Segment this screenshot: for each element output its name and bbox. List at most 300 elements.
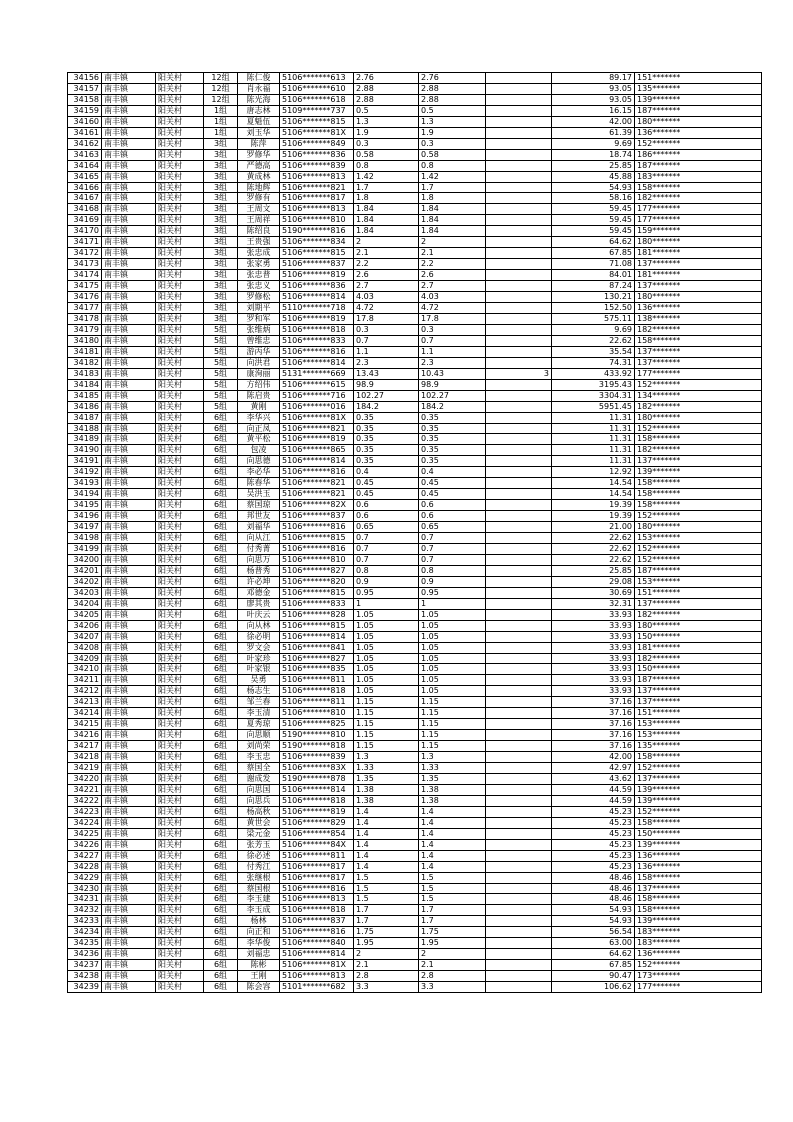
table-row [68, 872, 762, 883]
id-number-cell: 5106*******834 [280, 237, 354, 248]
amount-cell: 25.85 [552, 160, 635, 171]
town-cell: 南丰镇 [102, 927, 156, 938]
id-number-cell: 5106*******837 [280, 511, 354, 522]
area-confirmed-cell: 4.72 [419, 303, 486, 314]
village-cell: 阳关村 [156, 576, 204, 587]
amount-cell: 11.31 [552, 445, 635, 456]
row-number: 34169 [68, 215, 102, 226]
village-cell: 阳关村 [156, 872, 204, 883]
table-row [68, 259, 762, 270]
phone-cell: 152******* [635, 554, 762, 565]
row-number: 34180 [68, 335, 102, 346]
area-cell: 0.45 [354, 478, 419, 489]
name-cell: 刘福忠 [238, 949, 280, 960]
row-number: 34207 [68, 631, 102, 642]
id-number-cell: 5106*******817 [280, 193, 354, 204]
id-number-cell: 5106*******816 [280, 543, 354, 554]
village-cell: 阳关村 [156, 500, 204, 511]
phone-cell: 153******* [635, 533, 762, 544]
phone-cell: 158******* [635, 335, 762, 346]
village-cell: 阳关村 [156, 83, 204, 94]
area-confirmed-cell: 2.7 [419, 281, 486, 292]
phone-cell: 139******* [635, 784, 762, 795]
name-cell: 廖其贵 [238, 598, 280, 609]
area-cell: 1.38 [354, 795, 419, 806]
amount-cell: 32.31 [552, 598, 635, 609]
table-row [68, 839, 762, 850]
area-confirmed-cell: 1.7 [419, 182, 486, 193]
area-cell: 17.8 [354, 313, 419, 324]
amount-cell: 33.93 [552, 642, 635, 653]
group-cell: 6组 [204, 653, 238, 664]
group-cell: 6组 [204, 445, 238, 456]
name-cell: 向思国 [238, 784, 280, 795]
town-cell: 南丰镇 [102, 664, 156, 675]
row-number: 34182 [68, 357, 102, 368]
extra-cell [486, 401, 552, 412]
town-cell: 南丰镇 [102, 784, 156, 795]
area-cell: 0.7 [354, 533, 419, 544]
id-number-cell: 5106*******819 [280, 806, 354, 817]
group-cell: 6组 [204, 675, 238, 686]
table-row [68, 960, 762, 971]
town-cell: 南丰镇 [102, 795, 156, 806]
id-number-cell: 5106*******836 [280, 149, 354, 160]
table-row [68, 73, 762, 84]
row-number: 34215 [68, 719, 102, 730]
table-row [68, 357, 762, 368]
row-number: 34181 [68, 346, 102, 357]
extra-cell [486, 795, 552, 806]
extra-cell [486, 522, 552, 533]
extra-cell [486, 620, 552, 631]
area-confirmed-cell: 0.65 [419, 522, 486, 533]
phone-cell: 137******* [635, 456, 762, 467]
row-number: 34201 [68, 565, 102, 576]
group-cell: 6组 [204, 730, 238, 741]
id-number-cell: 5106*******816 [280, 522, 354, 533]
phone-cell: 136******* [635, 861, 762, 872]
group-cell: 3组 [204, 149, 238, 160]
table-row [68, 313, 762, 324]
amount-cell: 33.93 [552, 675, 635, 686]
phone-cell: 151******* [635, 73, 762, 84]
area-confirmed-cell: 2 [419, 237, 486, 248]
name-cell: 黄世会 [238, 817, 280, 828]
town-cell: 南丰镇 [102, 686, 156, 697]
area-cell: 1.15 [354, 708, 419, 719]
village-cell: 阳关村 [156, 171, 204, 182]
town-cell: 南丰镇 [102, 456, 156, 467]
row-number: 34208 [68, 642, 102, 653]
row-number: 34239 [68, 982, 102, 993]
village-cell: 阳关村 [156, 182, 204, 193]
village-cell: 阳关村 [156, 565, 204, 576]
village-cell: 阳关村 [156, 730, 204, 741]
name-cell: 邦世友 [238, 511, 280, 522]
phone-cell: 136******* [635, 949, 762, 960]
name-cell: 游丙华 [238, 346, 280, 357]
name-cell: 向从林 [238, 620, 280, 631]
id-number-cell: 5106*******821 [280, 489, 354, 500]
group-cell: 6组 [204, 708, 238, 719]
area-cell: 2.88 [354, 83, 419, 94]
area-cell: 1.3 [354, 116, 419, 127]
name-cell: 罗和军 [238, 313, 280, 324]
amount-cell: 33.93 [552, 631, 635, 642]
id-number-cell: 5106*******835 [280, 664, 354, 675]
village-cell: 阳关村 [156, 949, 204, 960]
id-number-cell: 5106*******811 [280, 697, 354, 708]
town-cell: 南丰镇 [102, 73, 156, 84]
area-cell: 0.6 [354, 511, 419, 522]
village-cell: 阳关村 [156, 116, 204, 127]
table-row [68, 686, 762, 697]
phone-cell: 182******* [635, 324, 762, 335]
town-cell: 南丰镇 [102, 905, 156, 916]
name-cell: 叶家银 [238, 664, 280, 675]
amount-cell: 89.17 [552, 73, 635, 84]
table-row [68, 511, 762, 522]
town-cell: 南丰镇 [102, 763, 156, 774]
row-number: 34192 [68, 467, 102, 478]
id-number-cell: 5106*******814 [280, 292, 354, 303]
phone-cell: 139******* [635, 839, 762, 850]
extra-cell [486, 149, 552, 160]
amount-cell: 45.23 [552, 850, 635, 861]
name-cell: 李必华 [238, 467, 280, 478]
row-number: 34172 [68, 248, 102, 259]
area-confirmed-cell: 0.35 [419, 434, 486, 445]
group-cell: 3组 [204, 270, 238, 281]
area-cell: 1.84 [354, 215, 419, 226]
id-number-cell: 5106*******818 [280, 324, 354, 335]
id-number-cell: 5106*******82X [280, 500, 354, 511]
row-number: 34235 [68, 938, 102, 949]
table-row [68, 971, 762, 982]
amount-cell: 54.93 [552, 182, 635, 193]
table-row [68, 664, 762, 675]
name-cell: 刘尚荣 [238, 741, 280, 752]
town-cell: 南丰镇 [102, 335, 156, 346]
row-number: 34236 [68, 949, 102, 960]
name-cell: 杨普秀 [238, 565, 280, 576]
group-cell: 3组 [204, 313, 238, 324]
extra-cell [486, 543, 552, 554]
group-cell: 6组 [204, 456, 238, 467]
id-number-cell: 5190*******818 [280, 741, 354, 752]
id-number-cell: 5106*******016 [280, 401, 354, 412]
amount-cell: 30.69 [552, 587, 635, 598]
group-cell: 5组 [204, 357, 238, 368]
area-confirmed-cell: 4.03 [419, 292, 486, 303]
area-confirmed-cell: 0.45 [419, 489, 486, 500]
id-number-cell: 5106*******849 [280, 138, 354, 149]
table-row [68, 927, 762, 938]
row-number: 34166 [68, 182, 102, 193]
village-cell: 阳关村 [156, 675, 204, 686]
group-cell: 6组 [204, 927, 238, 938]
row-number: 34187 [68, 412, 102, 423]
town-cell: 南丰镇 [102, 719, 156, 730]
group-cell: 6组 [204, 828, 238, 839]
row-number: 34196 [68, 511, 102, 522]
table-row [68, 576, 762, 587]
name-cell: 王周祥 [238, 215, 280, 226]
area-confirmed-cell: 1.05 [419, 642, 486, 653]
village-cell: 阳关村 [156, 850, 204, 861]
amount-cell: 64.62 [552, 949, 635, 960]
amount-cell: 90.47 [552, 971, 635, 982]
area-cell: 0.95 [354, 587, 419, 598]
table-row [68, 478, 762, 489]
group-cell: 6组 [204, 982, 238, 993]
phone-cell: 152******* [635, 379, 762, 390]
name-cell: 李玉清 [238, 708, 280, 719]
phone-cell: 182******* [635, 401, 762, 412]
name-cell: 夏秀琼 [238, 719, 280, 730]
village-cell: 阳关村 [156, 138, 204, 149]
extra-cell [486, 204, 552, 215]
row-number: 34203 [68, 587, 102, 598]
area-confirmed-cell: 1.75 [419, 927, 486, 938]
extra-cell [486, 226, 552, 237]
row-number: 34206 [68, 620, 102, 631]
table-row [68, 938, 762, 949]
id-number-cell: 5106*******817 [280, 872, 354, 883]
row-number: 34194 [68, 489, 102, 500]
area-cell: 1.05 [354, 675, 419, 686]
town-cell: 南丰镇 [102, 149, 156, 160]
id-number-cell: 5106*******814 [280, 456, 354, 467]
name-cell: 向思顺 [238, 730, 280, 741]
extra-cell [486, 872, 552, 883]
table-row [68, 719, 762, 730]
id-number-cell: 5106*******615 [280, 379, 354, 390]
table-row [68, 138, 762, 149]
phone-cell: 137******* [635, 697, 762, 708]
area-confirmed-cell: 1.4 [419, 861, 486, 872]
id-number-cell: 5106*******818 [280, 905, 354, 916]
extra-cell [486, 105, 552, 116]
village-cell: 阳关村 [156, 784, 204, 795]
id-number-cell: 5106*******865 [280, 445, 354, 456]
area-cell: 1.33 [354, 763, 419, 774]
phone-cell: 177******* [635, 215, 762, 226]
name-cell: 张继根 [238, 872, 280, 883]
town-cell: 南丰镇 [102, 949, 156, 960]
name-cell: 陈彬 [238, 960, 280, 971]
phone-cell: 182******* [635, 193, 762, 204]
area-confirmed-cell: 0.9 [419, 576, 486, 587]
table-row [68, 94, 762, 105]
name-cell: 张维炳 [238, 324, 280, 335]
group-cell: 5组 [204, 324, 238, 335]
row-number: 34233 [68, 916, 102, 927]
amount-cell: 59.45 [552, 226, 635, 237]
area-cell: 0.7 [354, 554, 419, 565]
table-row [68, 116, 762, 127]
name-cell: 罗修有 [238, 193, 280, 204]
village-cell: 阳关村 [156, 554, 204, 565]
id-number-cell: 5106*******817 [280, 861, 354, 872]
id-number-cell: 5110*******718 [280, 303, 354, 314]
area-confirmed-cell: 0.35 [419, 412, 486, 423]
area-cell: 2.76 [354, 73, 419, 84]
area-cell: 1.4 [354, 850, 419, 861]
town-cell: 南丰镇 [102, 522, 156, 533]
group-cell: 3组 [204, 248, 238, 259]
table-row [68, 894, 762, 905]
table-row [68, 806, 762, 817]
name-cell: 陈地辉 [238, 182, 280, 193]
town-cell: 南丰镇 [102, 193, 156, 204]
town-cell: 南丰镇 [102, 171, 156, 182]
area-cell: 1.4 [354, 806, 419, 817]
id-number-cell: 5190*******878 [280, 774, 354, 785]
area-cell: 0.8 [354, 565, 419, 576]
town-cell: 南丰镇 [102, 511, 156, 522]
village-cell: 阳关村 [156, 938, 204, 949]
phone-cell: 180******* [635, 116, 762, 127]
area-confirmed-cell: 0.7 [419, 554, 486, 565]
town-cell: 南丰镇 [102, 982, 156, 993]
extra-cell [486, 379, 552, 390]
phone-cell: 180******* [635, 620, 762, 631]
amount-cell: 130.21 [552, 292, 635, 303]
group-cell: 5组 [204, 335, 238, 346]
group-cell: 3组 [204, 292, 238, 303]
row-number: 34224 [68, 817, 102, 828]
area-confirmed-cell: 2.88 [419, 83, 486, 94]
extra-cell [486, 357, 552, 368]
table-row [68, 883, 762, 894]
town-cell: 南丰镇 [102, 828, 156, 839]
village-cell: 阳关村 [156, 664, 204, 675]
town-cell: 南丰镇 [102, 752, 156, 763]
extra-cell [486, 270, 552, 281]
area-confirmed-cell: 2.3 [419, 357, 486, 368]
name-cell: 许必坤 [238, 576, 280, 587]
village-cell: 阳关村 [156, 543, 204, 554]
village-cell: 阳关村 [156, 259, 204, 270]
extra-cell [486, 160, 552, 171]
village-cell: 阳关村 [156, 817, 204, 828]
group-cell: 6组 [204, 960, 238, 971]
area-confirmed-cell: 2.2 [419, 259, 486, 270]
village-cell: 阳关村 [156, 204, 204, 215]
area-confirmed-cell: 0.6 [419, 500, 486, 511]
phone-cell: 137******* [635, 281, 762, 292]
amount-cell: 33.93 [552, 664, 635, 675]
name-cell: 梁元金 [238, 828, 280, 839]
village-cell: 阳关村 [156, 960, 204, 971]
name-cell: 方绍伟 [238, 379, 280, 390]
village-cell: 阳关村 [156, 511, 204, 522]
id-number-cell: 5106*******827 [280, 653, 354, 664]
group-cell: 6组 [204, 795, 238, 806]
group-cell: 6组 [204, 949, 238, 960]
town-cell: 南丰镇 [102, 916, 156, 927]
name-cell: 刘玉华 [238, 127, 280, 138]
extra-cell [486, 456, 552, 467]
town-cell: 南丰镇 [102, 138, 156, 149]
amount-cell: 33.93 [552, 653, 635, 664]
area-cell: 2.6 [354, 270, 419, 281]
group-cell: 6组 [204, 817, 238, 828]
village-cell: 阳关村 [156, 237, 204, 248]
amount-cell: 152.50 [552, 303, 635, 314]
village-cell: 阳关村 [156, 423, 204, 434]
area-confirmed-cell: 0.58 [419, 149, 486, 160]
group-cell: 6组 [204, 412, 238, 423]
area-cell: 2 [354, 949, 419, 960]
row-number: 34190 [68, 445, 102, 456]
phone-cell: 136******* [635, 303, 762, 314]
group-cell: 6组 [204, 938, 238, 949]
id-number-cell: 5106*******814 [280, 949, 354, 960]
name-cell: 罗修松 [238, 292, 280, 303]
name-cell: 李玉建 [238, 894, 280, 905]
group-cell: 3组 [204, 193, 238, 204]
amount-cell: 3304.31 [552, 390, 635, 401]
phone-cell: 187******* [635, 565, 762, 576]
name-cell: 李玉成 [238, 905, 280, 916]
group-cell: 6组 [204, 861, 238, 872]
id-number-cell: 5106*******841 [280, 642, 354, 653]
id-number-cell: 5106*******815 [280, 620, 354, 631]
row-number: 34218 [68, 752, 102, 763]
id-number-cell: 5106*******821 [280, 478, 354, 489]
group-cell: 6组 [204, 511, 238, 522]
area-confirmed-cell: 0.3 [419, 138, 486, 149]
phone-cell: 135******* [635, 83, 762, 94]
group-cell: 6组 [204, 784, 238, 795]
village-cell: 阳关村 [156, 401, 204, 412]
name-cell: 李华俊 [238, 938, 280, 949]
name-cell: 杨志生 [238, 686, 280, 697]
town-cell: 南丰镇 [102, 576, 156, 587]
amount-cell: 14.54 [552, 489, 635, 500]
table-row [68, 215, 762, 226]
name-cell: 曾维忠 [238, 335, 280, 346]
area-confirmed-cell: 2.1 [419, 960, 486, 971]
name-cell: 李玉忠 [238, 752, 280, 763]
extra-cell [486, 434, 552, 445]
row-number: 34159 [68, 105, 102, 116]
id-number-cell: 5106*******821 [280, 182, 354, 193]
area-confirmed-cell: 0.8 [419, 565, 486, 576]
phone-cell: 180******* [635, 412, 762, 423]
town-cell: 南丰镇 [102, 270, 156, 281]
town-cell: 南丰镇 [102, 500, 156, 511]
village-cell: 阳关村 [156, 313, 204, 324]
village-cell: 阳关村 [156, 390, 204, 401]
phone-cell: 137******* [635, 686, 762, 697]
row-number: 34177 [68, 303, 102, 314]
area-confirmed-cell: 102.27 [419, 390, 486, 401]
town-cell: 南丰镇 [102, 642, 156, 653]
group-cell: 6组 [204, 664, 238, 675]
village-cell: 阳关村 [156, 127, 204, 138]
extra-cell [486, 467, 552, 478]
id-number-cell: 5106*******814 [280, 631, 354, 642]
town-cell: 南丰镇 [102, 675, 156, 686]
amount-cell: 93.05 [552, 83, 635, 94]
row-number: 34219 [68, 763, 102, 774]
amount-cell: 33.93 [552, 609, 635, 620]
area-confirmed-cell: 2.8 [419, 971, 486, 982]
